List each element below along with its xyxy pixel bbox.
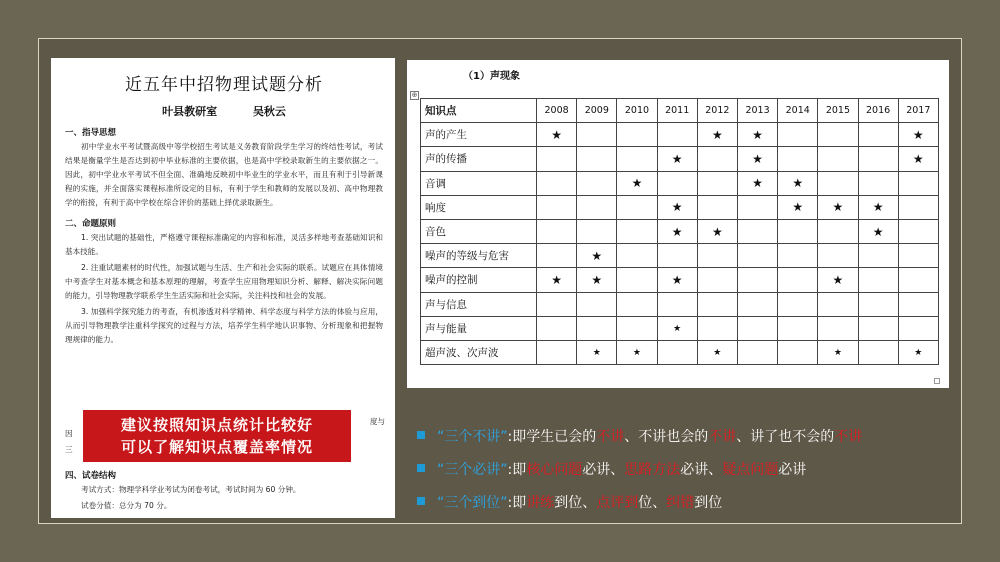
note-segment: :即 [507,462,527,478]
banner-line-2: 可以了解知识点覆盖率情况 [120,438,313,456]
year-cell [898,171,938,195]
section-paragraph: 2. 注重试题素材的时代性，加强试题与生活、生产和社会实际的联系。试题应在具体情境中考查学生对基本概念和基本原理的理解，考查学生应用物理知识分析、解释、解决实际问题的能力，引导物理教学联系学生生活实际和社会实际，关注科技和社会的发展。 [65,263,383,300]
year-cell [778,171,818,195]
note-segment: 疑点问题 [722,462,779,478]
year-cell [697,123,737,147]
note-segment: “三个必讲” [437,462,508,478]
year-cell [657,195,697,219]
star-icon: ★ [671,151,683,166]
table-header-row [421,99,939,123]
note-segment: 不讲 [708,429,737,445]
year-cell [697,219,737,243]
year-cell [657,219,697,243]
year-cell [657,316,697,340]
year-cell [617,195,657,219]
sound-topic-table [420,98,939,365]
year-cell [818,292,858,316]
year-cell [818,219,858,243]
section-paragraph: 考试方式：物理学科学业考试为闭卷考试，考试时间为 60 分钟。 [81,485,301,494]
topic-cell: 声的传播 [421,147,537,171]
note-segment: 必讲、 [680,462,723,478]
star-icon: ★ [632,347,641,358]
table-row [421,244,939,268]
star-icon: ★ [912,151,924,166]
year-cell [737,171,777,195]
table-row [421,195,939,219]
year-cell [697,171,737,195]
year-cell [818,340,858,364]
section-exam-structure [65,462,383,513]
year-cell [737,195,777,219]
star-icon: ★ [592,347,601,358]
header-year: 2012 [697,99,737,123]
year-cell [577,340,617,364]
header-year: 2011 [657,99,697,123]
header-year: 2010 [617,99,657,123]
year-cell [737,292,777,316]
year-cell [697,268,737,292]
document-byline [65,103,383,119]
year-cell [858,171,898,195]
note-segment: 不讲 [834,429,863,445]
star-icon: ★ [711,224,723,239]
table-row [421,219,939,243]
note-segment: 到位 [694,495,723,511]
suggestion-banner [83,410,351,462]
note-segment: 、不讲也会的 [624,429,709,445]
note-line-3 [417,492,722,512]
note-segment: :即学生已会的 [507,429,597,445]
year-cell [818,268,858,292]
year-cell [537,171,577,195]
year-cell [778,316,818,340]
star-icon: ★ [872,200,884,215]
year-cell [858,340,898,364]
year-cell [858,123,898,147]
year-cell [818,244,858,268]
star-icon: ★ [711,127,723,142]
year-cell [778,195,818,219]
year-cell [537,340,577,364]
year-cell [818,316,858,340]
section-paragraph: 1. 突出试题的基础性，严格遵守课程标准确定的内容和标准，灵活多样地考查基础知识和基本技能。 [65,233,383,256]
star-icon: ★ [832,200,844,215]
star-icon: ★ [792,176,804,191]
year-cell [898,268,938,292]
section-paragraph: 3. 加强科学探究能力的考查，有机渗透对科学精神、科学态度与科学方法的体验与应用，从而引导物理教学注重科学探究的过程与方法，培养学生科学地认识事物、分析现象和把握物理规律的能力。 [65,307,383,344]
year-cell [858,147,898,171]
year-cell [778,268,818,292]
section-heading: 四、试卷结构 [65,471,117,481]
star-icon: ★ [591,272,603,287]
hidden-fragment: 因 [65,429,73,438]
year-cell [657,147,697,171]
note-segment: 点评到 [596,495,639,511]
year-cell [537,268,577,292]
star-icon: ★ [551,127,562,142]
star-icon: ★ [832,272,844,287]
note-segment: 位、 [638,495,667,511]
star-icon: ★ [551,272,562,287]
year-cell [617,219,657,243]
table-row [421,316,939,340]
star-icon: ★ [671,200,683,215]
year-cell [697,147,737,171]
star-icon: ★ [713,347,722,358]
square-bullet-icon [417,497,425,505]
note-segment: 、讲了也不会的 [736,429,835,445]
year-cell [778,219,818,243]
sound-topic-table-panel [407,60,949,388]
year-cell [898,195,938,219]
year-cell [697,195,737,219]
year-cell [657,292,697,316]
topic-cell: 声与信息 [421,292,537,316]
section-heading: 一、指导思想 [65,128,117,138]
year-cell [657,123,697,147]
table-row [421,147,939,171]
note-segment: 必讲 [778,462,807,478]
year-cell [577,292,617,316]
table-row [421,268,939,292]
year-cell [577,316,617,340]
year-cell [737,244,777,268]
year-cell [617,340,657,364]
year-cell [778,292,818,316]
note-segment: 核心问题 [526,462,583,478]
square-bullet-icon [417,431,425,439]
year-cell [737,219,777,243]
star-icon: ★ [671,224,683,239]
header-topic: 知识点 [421,99,537,123]
table-row [421,292,939,316]
year-cell [537,292,577,316]
topic-cell: 噪声的等级与危害 [421,244,537,268]
year-cell [737,268,777,292]
header-year: 2015 [818,99,858,123]
year-cell [537,195,577,219]
note-line-2 [417,459,806,479]
note-segment: “三个不讲” [437,429,508,445]
square-bullet-icon [417,464,425,472]
topic-cell: 噪声的控制 [421,268,537,292]
year-cell [697,340,737,364]
year-cell [697,292,737,316]
year-cell [537,123,577,147]
year-cell [858,195,898,219]
year-cell [898,292,938,316]
note-segment: 必讲、 [582,462,625,478]
year-cell [657,171,697,195]
year-cell [657,268,697,292]
note-segment: :即 [507,495,527,511]
table-resize-handle[interactable] [934,378,940,384]
year-cell [858,316,898,340]
header-year: 2008 [537,99,577,123]
star-icon: ★ [914,347,923,358]
year-cell [577,123,617,147]
year-cell [818,147,858,171]
year-cell [898,340,938,364]
year-cell [577,147,617,171]
teaching-notes [407,412,955,524]
year-cell [778,123,818,147]
section-paragraph: 初中学业水平考试暨高级中等学校招生考试是义务教育阶段学生学习的终结性考试，考试结果是衡量学生是否达到初中毕业标准的主要依据，也是高中学校录取新生的主要依据之一。因此，初中学业水平考试不但全面、准确地反映初中毕业生的学业水平，而且有利于引导新课程的实施，并全面落实课程标准所设定的目标，有利于学生和教师的发展以及初、高中物理教学的衔接，有利于高中学校在综合评价的基础上择优录取新生。 [65,142,383,207]
section-heading: 二、命题原则 [65,219,117,229]
hidden-fragment: 三 [65,445,73,454]
year-cell [577,244,617,268]
year-cell [737,123,777,147]
year-cell [617,171,657,195]
star-icon: ★ [833,347,842,358]
section-paragraph: 试卷分值：总分为 70 分。 [81,501,172,510]
year-cell [577,219,617,243]
year-cell [577,171,617,195]
year-cell [577,195,617,219]
header-year: 2009 [577,99,617,123]
year-cell [657,244,697,268]
year-cell [537,219,577,243]
year-cell [617,268,657,292]
table-title: （1）声现象 [463,71,520,82]
star-icon: ★ [631,176,643,191]
year-cell [617,123,657,147]
year-cell [697,244,737,268]
year-cell [697,316,737,340]
table-row [421,171,939,195]
year-cell [858,268,898,292]
document-title: 近五年中招物理试题分析 [125,75,323,95]
year-cell [577,268,617,292]
header-year: 2017 [898,99,938,123]
table-row [421,123,939,147]
year-cell [898,147,938,171]
star-icon: ★ [752,151,763,166]
topic-cell: 声与能量 [421,316,537,340]
year-cell [737,147,777,171]
year-cell [617,292,657,316]
year-cell [537,147,577,171]
year-cell [858,244,898,268]
star-icon: ★ [912,127,924,142]
document-author: 吴秋云 [252,105,286,118]
topic-cell: 音色 [421,219,537,243]
note-segment: 到位、 [554,495,597,511]
note-segment: 讲练 [526,495,555,511]
note-segment: 不讲 [596,429,625,445]
year-cell [617,147,657,171]
topic-cell: 音调 [421,171,537,195]
year-cell [537,316,577,340]
year-cell [858,292,898,316]
topic-cell: 响度 [421,195,537,219]
star-icon: ★ [752,176,763,191]
year-cell [898,123,938,147]
banner-line-1: 建议按照知识点统计比较好 [120,416,313,434]
year-cell [778,244,818,268]
table-move-handle-icon[interactable]: ⊕ [411,91,418,99]
year-cell [778,147,818,171]
year-cell [737,316,777,340]
year-cell [818,195,858,219]
year-cell [617,316,657,340]
year-cell [818,171,858,195]
star-icon: ★ [671,272,683,287]
note-segment: 纠错 [666,495,695,511]
year-cell [858,219,898,243]
topic-cell: 超声波、次声波 [421,340,537,364]
star-icon: ★ [872,224,884,239]
year-cell [898,316,938,340]
star-icon: ★ [673,323,682,334]
note-line-1 [417,426,862,446]
year-cell [657,340,697,364]
year-cell [537,244,577,268]
year-cell [818,123,858,147]
year-cell [737,340,777,364]
header-year: 2014 [778,99,818,123]
header-year: 2016 [858,99,898,123]
header-year: 2013 [737,99,777,123]
year-cell [898,244,938,268]
year-cell [898,219,938,243]
year-cell [778,340,818,364]
topic-cell: 声的产生 [421,123,537,147]
star-icon: ★ [792,200,804,215]
star-icon: ★ [752,127,763,142]
note-segment: “三个到位” [437,495,508,511]
note-segment: 思路方法 [624,462,681,478]
hidden-fragment: 度与 [369,417,385,426]
document-org: 叶县教研室 [162,105,218,118]
table-row [421,340,939,364]
star-icon: ★ [591,248,603,263]
year-cell [617,244,657,268]
